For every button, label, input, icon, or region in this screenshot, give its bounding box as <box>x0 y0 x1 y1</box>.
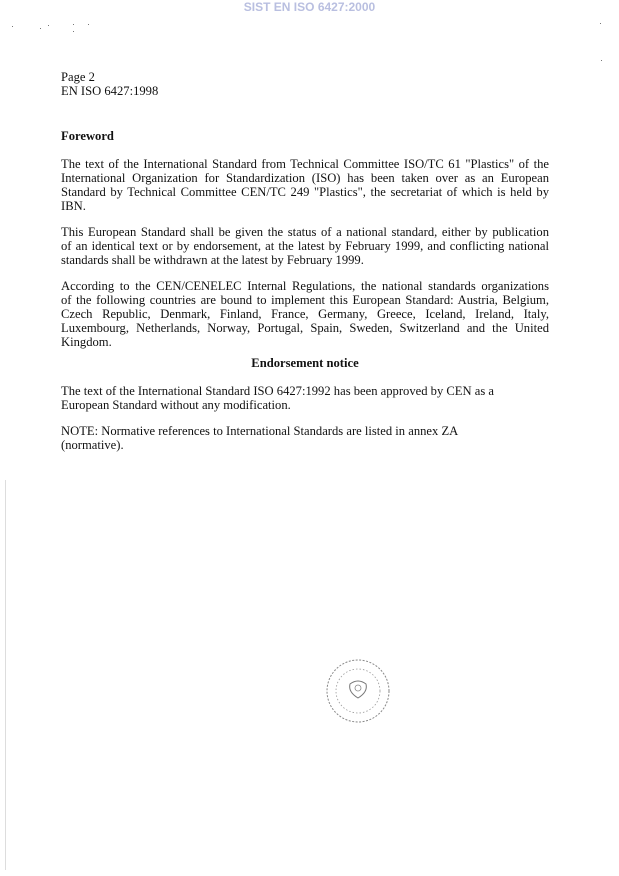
text-line: of the following countries are bound to implement this European Standard: Austria, Belgium, <box>61 293 549 307</box>
text-line: The text of the International Standard from Technical Committee ISO/TC 61 "Plastics" of the <box>61 157 549 171</box>
scan-margin-line <box>5 480 6 870</box>
text-line: Luxembourg, Netherlands, Norway, Portugal, Spain, Sweden, Switzerland and the United <box>61 321 549 335</box>
page-number: Page 2 <box>61 70 95 84</box>
endorsement-section <box>61 356 549 370</box>
foreword-paragraph-1 <box>61 157 549 213</box>
foreword-paragraph-2 <box>61 225 549 267</box>
standard-id: EN ISO 6427:1998 <box>61 84 159 98</box>
note-paragraph <box>61 424 549 452</box>
foreword-heading: Foreword <box>61 129 114 143</box>
watermark: SIST EN ISO 6427:2000 <box>243 0 376 14</box>
text-line: NOTE: Normative references to International Standards are listed in annex ZA <box>61 424 459 438</box>
text-line: Czech Republic, Denmark, Finland, France, Germany, Greece, Iceland, Ireland, Italy, <box>61 307 549 321</box>
text-line: According to the CEN/CENELEC Internal Regulations, the national standards organizations <box>61 279 549 293</box>
text-line: Kingdom. <box>61 335 112 349</box>
foreword-section <box>61 129 549 143</box>
text-line: Standard by Technical Committee CEN/TC 249 "Plastics", the secretariat of which is held by <box>61 185 549 199</box>
text-line: This European Standard shall be given the status of a national standard, either by publication <box>61 225 549 239</box>
text-line: standards shall be withdrawn at the latest by February 1999. <box>61 253 364 267</box>
text-line: of an identical text or by endorsement, at the latest by February 1999, and conflicting national <box>61 239 549 253</box>
official-seal-stamp <box>325 658 391 724</box>
text-line: IBN. <box>61 199 86 213</box>
endorsement-paragraph <box>61 384 549 412</box>
text-line: (normative). <box>61 438 124 452</box>
foreword-paragraph-3 <box>61 279 549 349</box>
text-line: European Standard without any modification. <box>61 398 291 412</box>
text-line: International Organization for Standardization (ISO) has been taken over as an European <box>61 171 549 185</box>
endorsement-heading: Endorsement notice <box>251 356 359 370</box>
text-line: The text of the International Standard ISO 6427:1992 has been approved by CEN as a <box>61 384 494 398</box>
page-header <box>61 70 549 98</box>
